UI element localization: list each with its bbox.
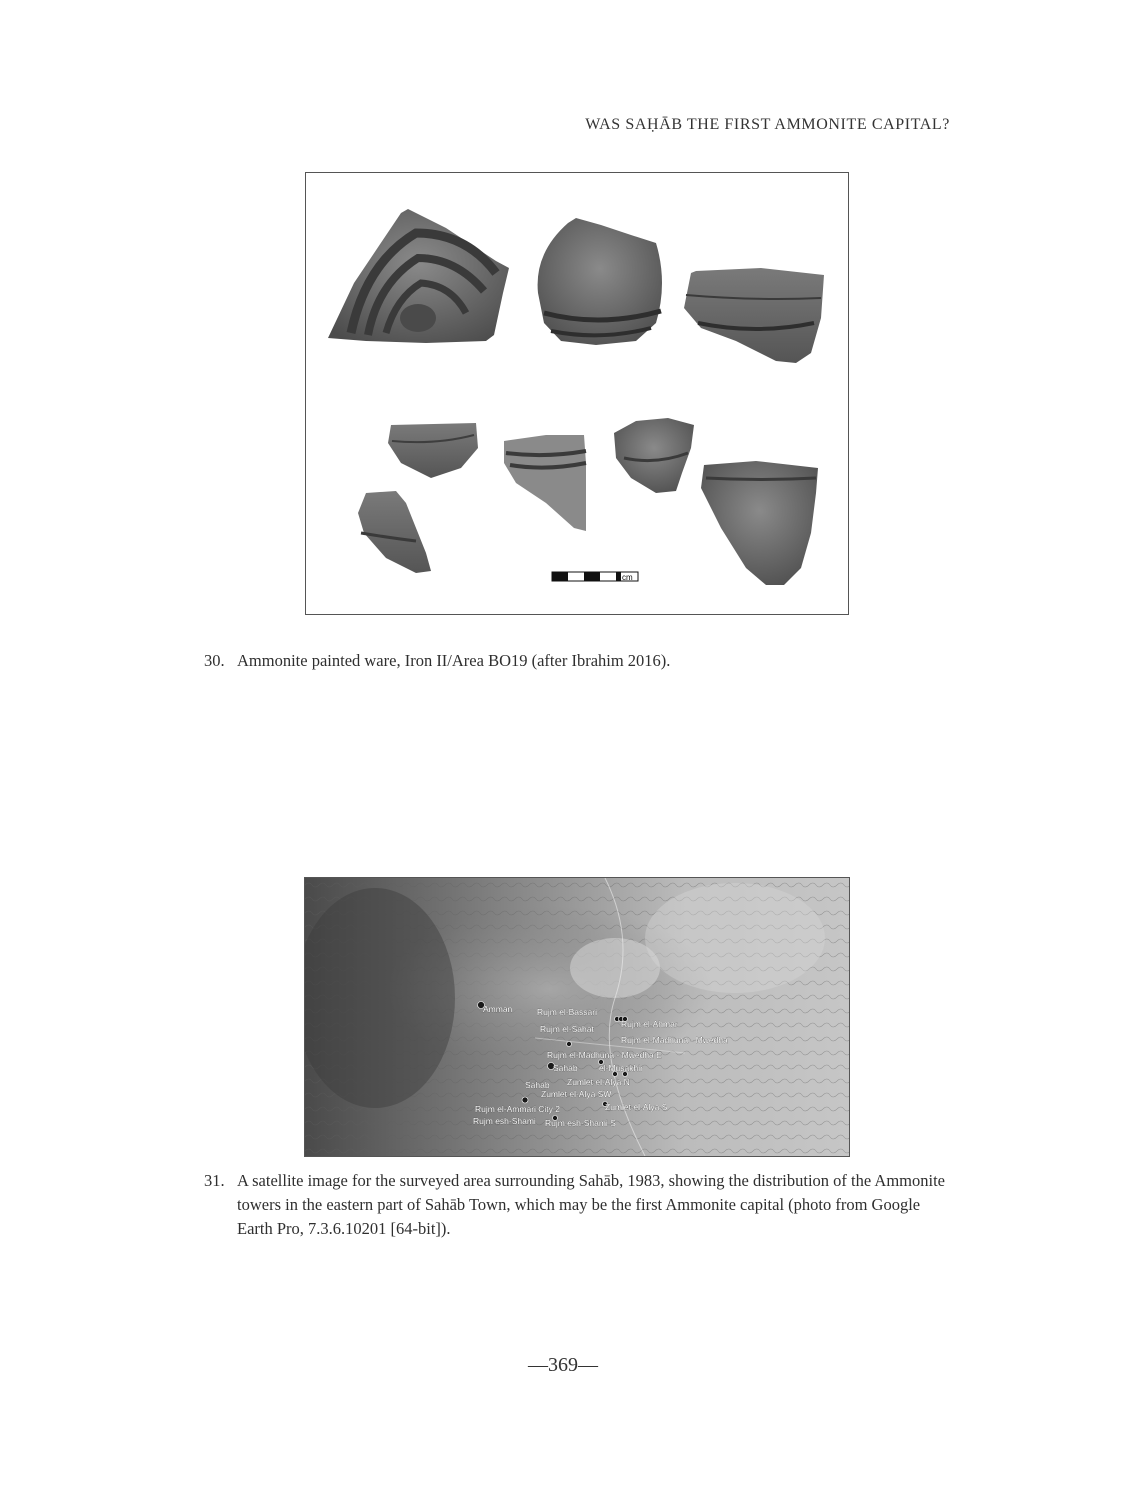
map-label-rujm-el-ammari-city-2: Rujm el-Ammari City 2 [475, 1104, 561, 1114]
satellite-map [305, 878, 849, 1156]
figure-pottery-sherds [305, 172, 849, 615]
map-label-sahab: Sahab [553, 1063, 578, 1073]
figure-30-number: 30. [204, 651, 225, 670]
sherd-lower-left [358, 491, 431, 573]
map-label-el-musakhir: el-Musakhir [599, 1063, 643, 1073]
figure-31-caption [204, 1169, 954, 1241]
scale-unit-label: cm [622, 573, 633, 582]
running-head: WAS SAḤĀB THE FIRST AMMONITE CAPITAL? [585, 116, 950, 133]
figure-31-caption-text: A satellite image for the surveyed area surrounding Sahāb, 1983, showing the distribution of the Ammonite towers in the eastern part of Sahāb Town, which may be the first Ammonite capital (photo from Google Earth Pro, 7.3.6.10201 [64-bit]). [237, 1171, 945, 1238]
figure-31-number: 31. [204, 1171, 225, 1190]
map-label-rujm-el-ahmar: Rujm el-Ahmar [621, 1019, 678, 1029]
map-label-rujm-el-bassari: Rujm el-Bassari [537, 1007, 597, 1017]
figure-30-caption-text: Ammonite painted ware, Iron II/Area BO19 (after Ibrahim 2016). [237, 651, 671, 670]
sherd-rim-fragment [684, 268, 824, 363]
map-label-rujm-el-madhuna-mwedha-e: Rujm el-Madhuna - Mwedha E [547, 1050, 662, 1060]
map-label-rujm-el-sahat: Rujm el-Sahat [540, 1024, 594, 1034]
map-label-rujm-esh-shami-s: Rujm esh-Shami S [545, 1118, 616, 1128]
sherd-small-bands [388, 423, 478, 478]
map-label-zumlet-el-alya-n: Zumlet el-Alya N [567, 1077, 630, 1087]
sherd-concentric-bands [328, 209, 509, 343]
sherd-marked-fragment [614, 418, 694, 493]
figure-satellite-image [304, 877, 850, 1157]
page-number: —369— [528, 1354, 598, 1376]
map-label-rujm-el-madhuna-mwedha: Rujm el-Madhuna - Mwedha [621, 1035, 728, 1045]
map-label-sahab-2: Sahab [525, 1080, 550, 1090]
map-label-rujm-esh-shami: Rujm esh-Shami [473, 1116, 536, 1126]
map-label-zumlet-el-alya-sw: Zumlet el-Alya SW [541, 1089, 612, 1099]
figure-30-caption [204, 649, 954, 673]
sherd-vessel-shoulder [538, 218, 662, 345]
scale-bar [552, 572, 638, 582]
sherd-large-right [701, 461, 818, 585]
sherd-striped-wedge [504, 435, 586, 531]
map-label-amman: Amman [483, 1004, 513, 1014]
map-label-zumlet-el-alya-s: Zumlet el-Alya S [605, 1102, 668, 1112]
pottery-sherds-photo [306, 173, 848, 614]
